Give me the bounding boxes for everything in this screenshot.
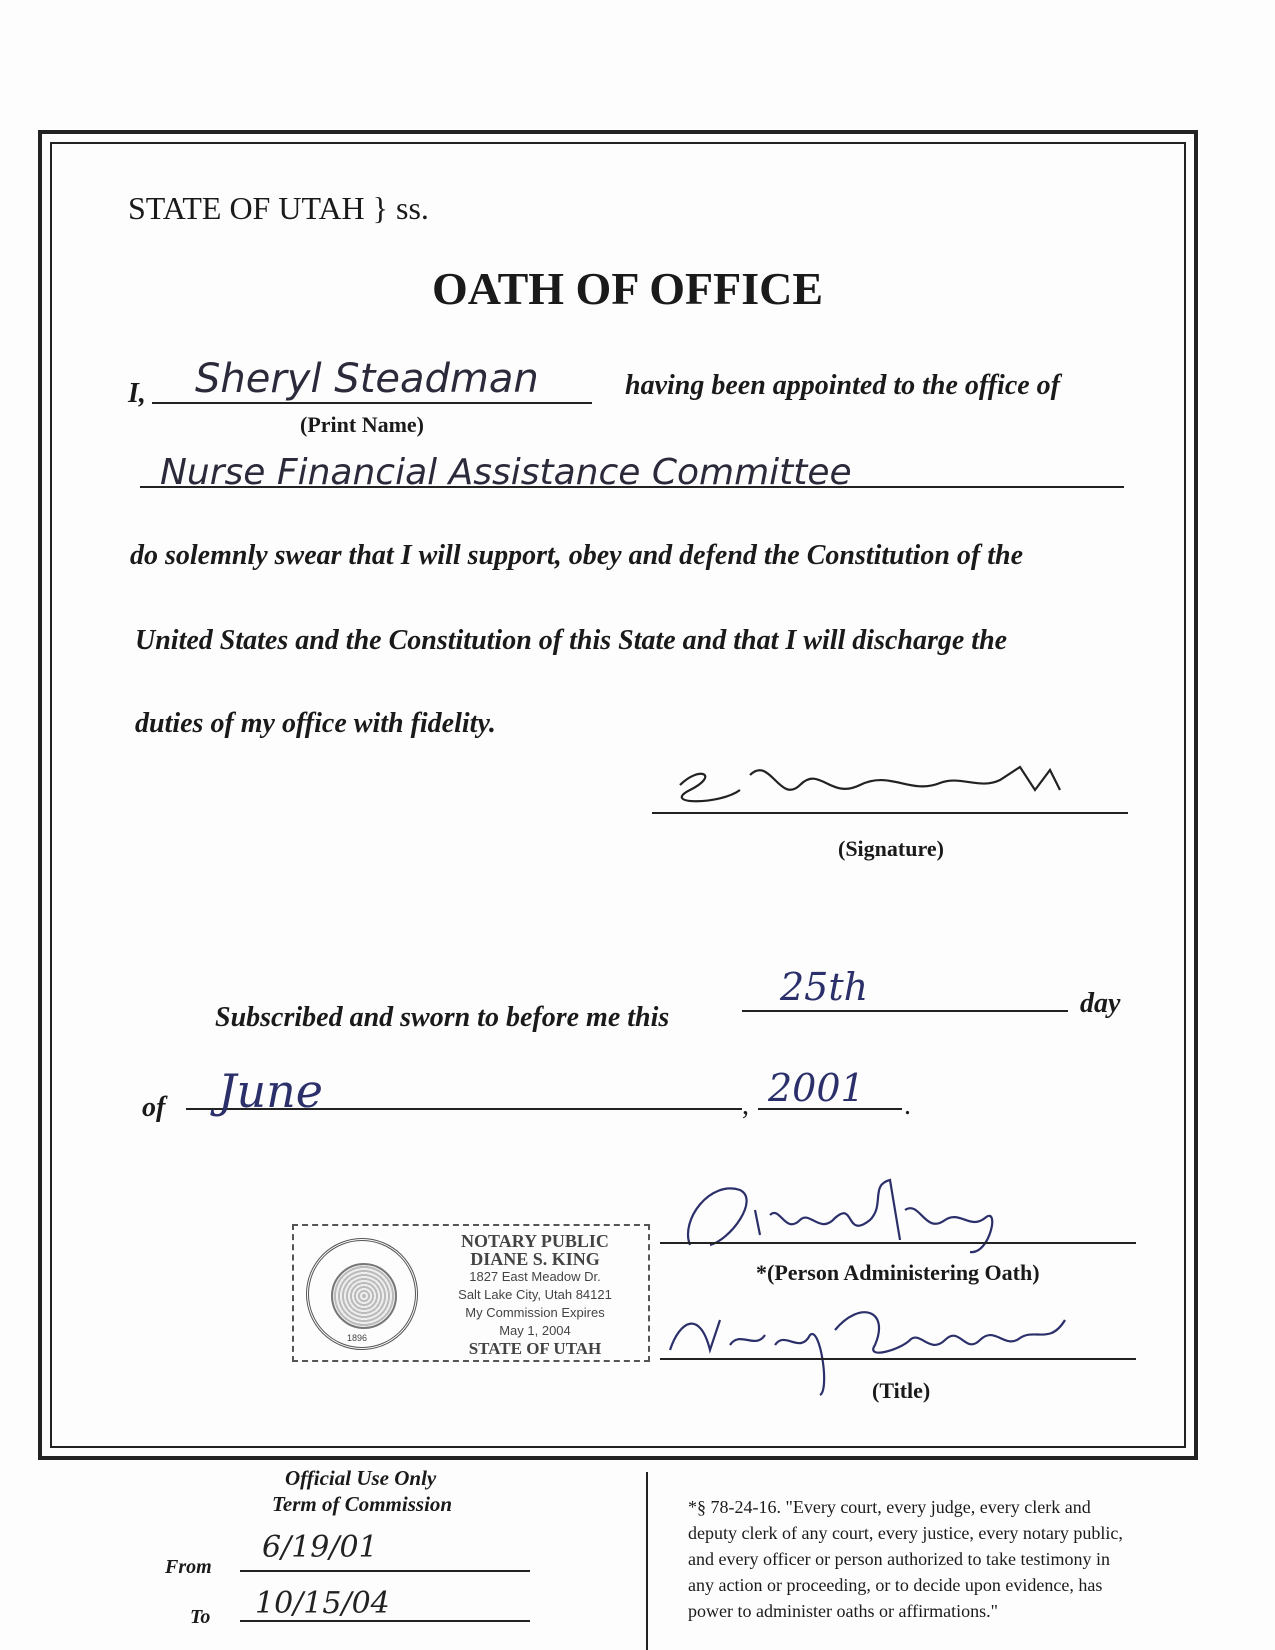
signature-line	[652, 812, 1128, 814]
day-label: day	[1080, 988, 1121, 1019]
day-value: 25th	[780, 965, 869, 1009]
stamp-line-6: May 1, 2004	[499, 1323, 571, 1338]
comma: ,	[742, 1090, 749, 1121]
statute-line-1: *§ 78-24-16. "Every court, every judge, every clerk and	[688, 1497, 1091, 1517]
official-heading-2: Term of Commission	[272, 1492, 453, 1516]
notary-stamp	[292, 1224, 650, 1362]
from-value: 6/19/01	[262, 1530, 378, 1565]
signature-label: (Signature)	[838, 836, 944, 861]
stamp-line-2: DIANE S. KING	[470, 1249, 600, 1269]
stamp-line-1: NOTARY PUBLIC	[461, 1231, 609, 1251]
footer-divider	[646, 1472, 648, 1650]
state-seal	[306, 1238, 418, 1350]
administering-label: *(Person Administering Oath)	[756, 1260, 1040, 1285]
statute-note	[688, 1494, 1123, 1624]
official-heading-1: Official Use Only	[285, 1466, 437, 1490]
period: .	[904, 1090, 911, 1121]
printed-name: Sheryl Steadman	[195, 356, 539, 402]
office-name: Nurse Financial Assistance Committee	[160, 452, 852, 493]
oath-body-line-3: duties of my office with fidelity.	[135, 708, 496, 739]
seal-emblem	[331, 1263, 397, 1329]
stamp-text	[424, 1232, 646, 1358]
stamp-line-3: 1827 East Meadow Dr.	[469, 1269, 601, 1284]
day-line	[742, 1010, 1068, 1012]
oath-body-line-2: United States and the Constitution of this State and that I will discharge the	[135, 625, 1008, 656]
administering-line	[660, 1242, 1136, 1244]
year-value: 2001	[768, 1066, 865, 1110]
notary-title-handwriting	[660, 1290, 1080, 1400]
sworn-prefix: Subscribed and sworn to before me this	[215, 1002, 670, 1033]
statute-line-5: power to administer oaths or affirmations."	[688, 1601, 998, 1621]
statute-line-2: deputy clerk of any court, every justice, every notary public,	[688, 1523, 1123, 1543]
notary-signature	[670, 1160, 1050, 1260]
oath-prefix: I,	[128, 378, 146, 409]
stamp-line-5: My Commission Expires	[465, 1305, 605, 1320]
appointed-text: having been appointed to the office of	[625, 370, 1060, 401]
stamp-line-7: STATE OF UTAH	[468, 1339, 602, 1358]
oath-body-line-1: do solemnly swear that I will support, obey and defend the Constitution of the	[130, 540, 1023, 571]
oath-signature	[660, 745, 1080, 815]
stamp-line-4: Salt Lake City, Utah 84121	[458, 1287, 612, 1302]
state-heading: STATE OF UTAH } ss.	[128, 190, 429, 226]
title-line	[660, 1358, 1136, 1360]
month-value: June	[218, 1064, 323, 1118]
print-name-label: (Print Name)	[300, 412, 425, 437]
page-title: OATH OF OFFICE	[432, 263, 823, 314]
from-label: From	[165, 1556, 212, 1578]
title-label: (Title)	[872, 1378, 931, 1403]
to-value: 10/15/04	[255, 1586, 390, 1621]
from-line	[240, 1570, 530, 1572]
statute-line-3: and every officer or person authorized to take testimony in	[688, 1549, 1111, 1569]
statute-line-4: any action or proceeding, or to decide upon evidence, has	[688, 1575, 1103, 1595]
seal-year: 1896	[347, 1333, 368, 1343]
to-label: To	[190, 1606, 211, 1628]
name-line	[152, 402, 592, 404]
of-label: of	[142, 1092, 166, 1123]
